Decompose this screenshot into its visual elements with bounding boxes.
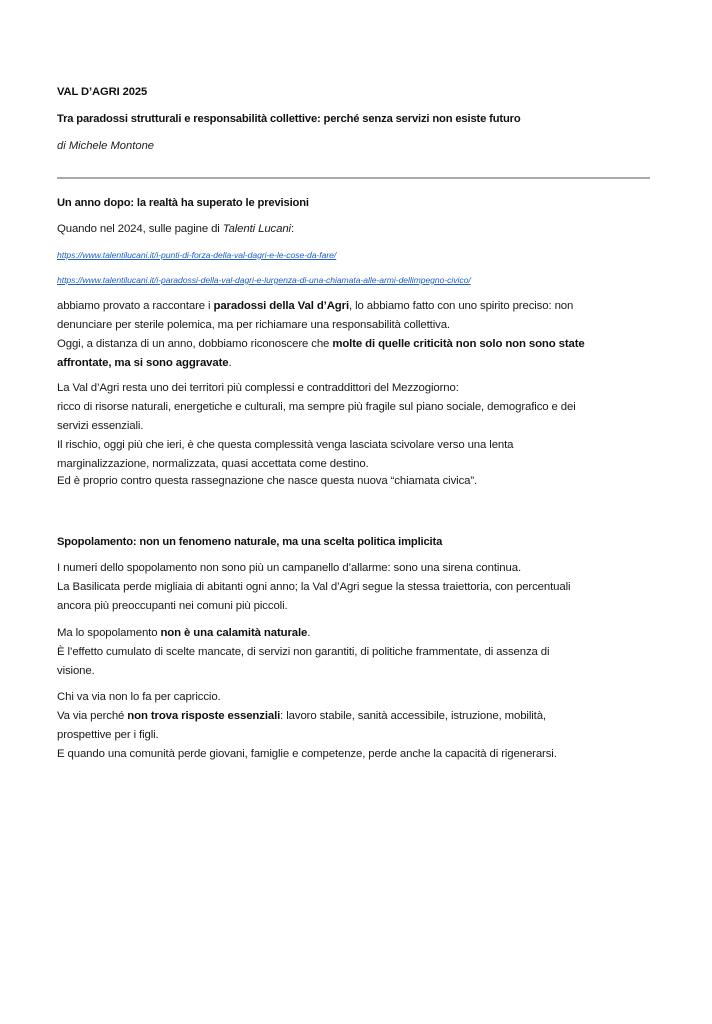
paragraph-line: ancora più preoccupanti nei comuni più piccoli. bbox=[57, 600, 288, 612]
link-punti-di-forza[interactable]: https://www.talentilucani.it/i-punti-di-forza-della-val-dagri-e-le-cose-da-fare/ bbox=[57, 250, 337, 260]
bold-text: non è una calamità naturale bbox=[160, 627, 308, 639]
document-title: Tra paradossi strutturali e responsabilità collettive: perché senza servizi non esiste futuro bbox=[57, 113, 521, 125]
paragraph-line: È l’effetto cumulato di scelte mancate, di servizi non garantiti, di politiche frammentate, di assenza di bbox=[57, 646, 550, 658]
section-heading-un-anno-dopo: Un anno dopo: la realtà ha superato le previsioni bbox=[57, 197, 309, 209]
paragraph-chiamata-civica bbox=[57, 472, 652, 491]
paragraph-line bbox=[57, 297, 652, 316]
text: , lo abbiamo fatto con uno spirito preciso: non bbox=[349, 300, 574, 312]
paragraph-calamita bbox=[57, 624, 652, 681]
paragraph-val-dagri bbox=[57, 379, 652, 474]
intro-line bbox=[57, 220, 652, 239]
text: abbiamo provato a raccontare i bbox=[57, 300, 214, 312]
bold-text: paradossi della Val d’Agri bbox=[213, 300, 349, 312]
paragraph-chi-va-via bbox=[57, 688, 652, 764]
paragraph-paradossi bbox=[57, 297, 652, 373]
paragraph-line: ricco di risorse naturali, energetiche e culturali, ma sempre più fragile sul piano sociale, demografico e dei bbox=[57, 401, 576, 413]
paragraph-line bbox=[57, 707, 652, 726]
talenti-lucani-emphasis: Talenti Lucani bbox=[222, 223, 291, 235]
paragraph-line: E quando una comunità perde giovani, famiglie e competenze, perde anche la capacità di rigenerarsi. bbox=[57, 748, 557, 760]
paragraph-line: Chi va via non lo fa per capriccio. bbox=[57, 691, 221, 703]
intro-colon: : bbox=[290, 223, 295, 235]
paragraph-line: denunciare per sterile polemica, ma per richiamare una responsabilità collettiva. bbox=[57, 319, 450, 331]
bold-text: affrontate, ma si sono aggravate bbox=[57, 357, 229, 369]
paragraph-line bbox=[57, 354, 652, 373]
text: Oggi, a distanza di un anno, dobbiamo riconoscere che bbox=[57, 338, 333, 350]
paragraph-numeri bbox=[57, 559, 652, 616]
paragraph-line: servizi essenziali. bbox=[57, 420, 144, 432]
bold-text: molte di quelle criticità non solo non sono state bbox=[332, 338, 585, 350]
paragraph-line: I numeri dello spopolamento non sono più un campanello d’allarme: sono una sirena continua. bbox=[57, 562, 521, 574]
paragraph-line: La Val d’Agri resta uno dei territori più complessi e contraddittori del Mezzogiorno: bbox=[57, 382, 459, 394]
paragraph-line: Ed è proprio contro questa rassegnazione che nasce questa nuova “chiamata civica”. bbox=[57, 475, 478, 487]
document-label: VAL D’AGRI 2025 bbox=[57, 86, 148, 98]
text: Va via perché bbox=[57, 710, 128, 722]
link-paradossi[interactable]: https://www.talentilucani.it/i-paradossi-della-val-dagri-e-lurgenza-di-una-chiamata-alle-armi-dellimpegno-civico/ bbox=[57, 275, 471, 285]
section-heading-spopolamento: Spopolamento: non un fenomeno naturale, ma una scelta politica implicita bbox=[57, 536, 443, 548]
paragraph-line bbox=[57, 624, 652, 643]
text: : lavoro stabile, sanità accessibile, istruzione, mobilità, bbox=[280, 710, 546, 722]
paragraph-line: prospettive per i figli. bbox=[57, 729, 159, 741]
intro-text: Quando nel 2024, sulle pagine di bbox=[57, 223, 223, 235]
text: . bbox=[307, 627, 311, 639]
document-author: di Michele Montone bbox=[57, 140, 155, 152]
text: Ma lo spopolamento bbox=[57, 627, 161, 639]
text: . bbox=[228, 357, 232, 369]
paragraph-line: marginalizzazione, normalizzata, quasi accettata come destino. bbox=[57, 458, 369, 470]
paragraph-line: Il rischio, oggi più che ieri, è che questa complessità venga lasciata scivolare verso una lenta bbox=[57, 439, 514, 451]
paragraph-line bbox=[57, 335, 652, 354]
paragraph-line: La Basilicata perde migliaia di abitanti ogni anno; la Val d’Agri segue la stessa traiettoria, con percentuali bbox=[57, 581, 571, 593]
intro-paragraph bbox=[57, 220, 652, 239]
paragraph-line: visione. bbox=[57, 665, 95, 677]
horizontal-divider bbox=[57, 177, 650, 179]
bold-text: non trova risposte essenziali bbox=[127, 710, 281, 722]
